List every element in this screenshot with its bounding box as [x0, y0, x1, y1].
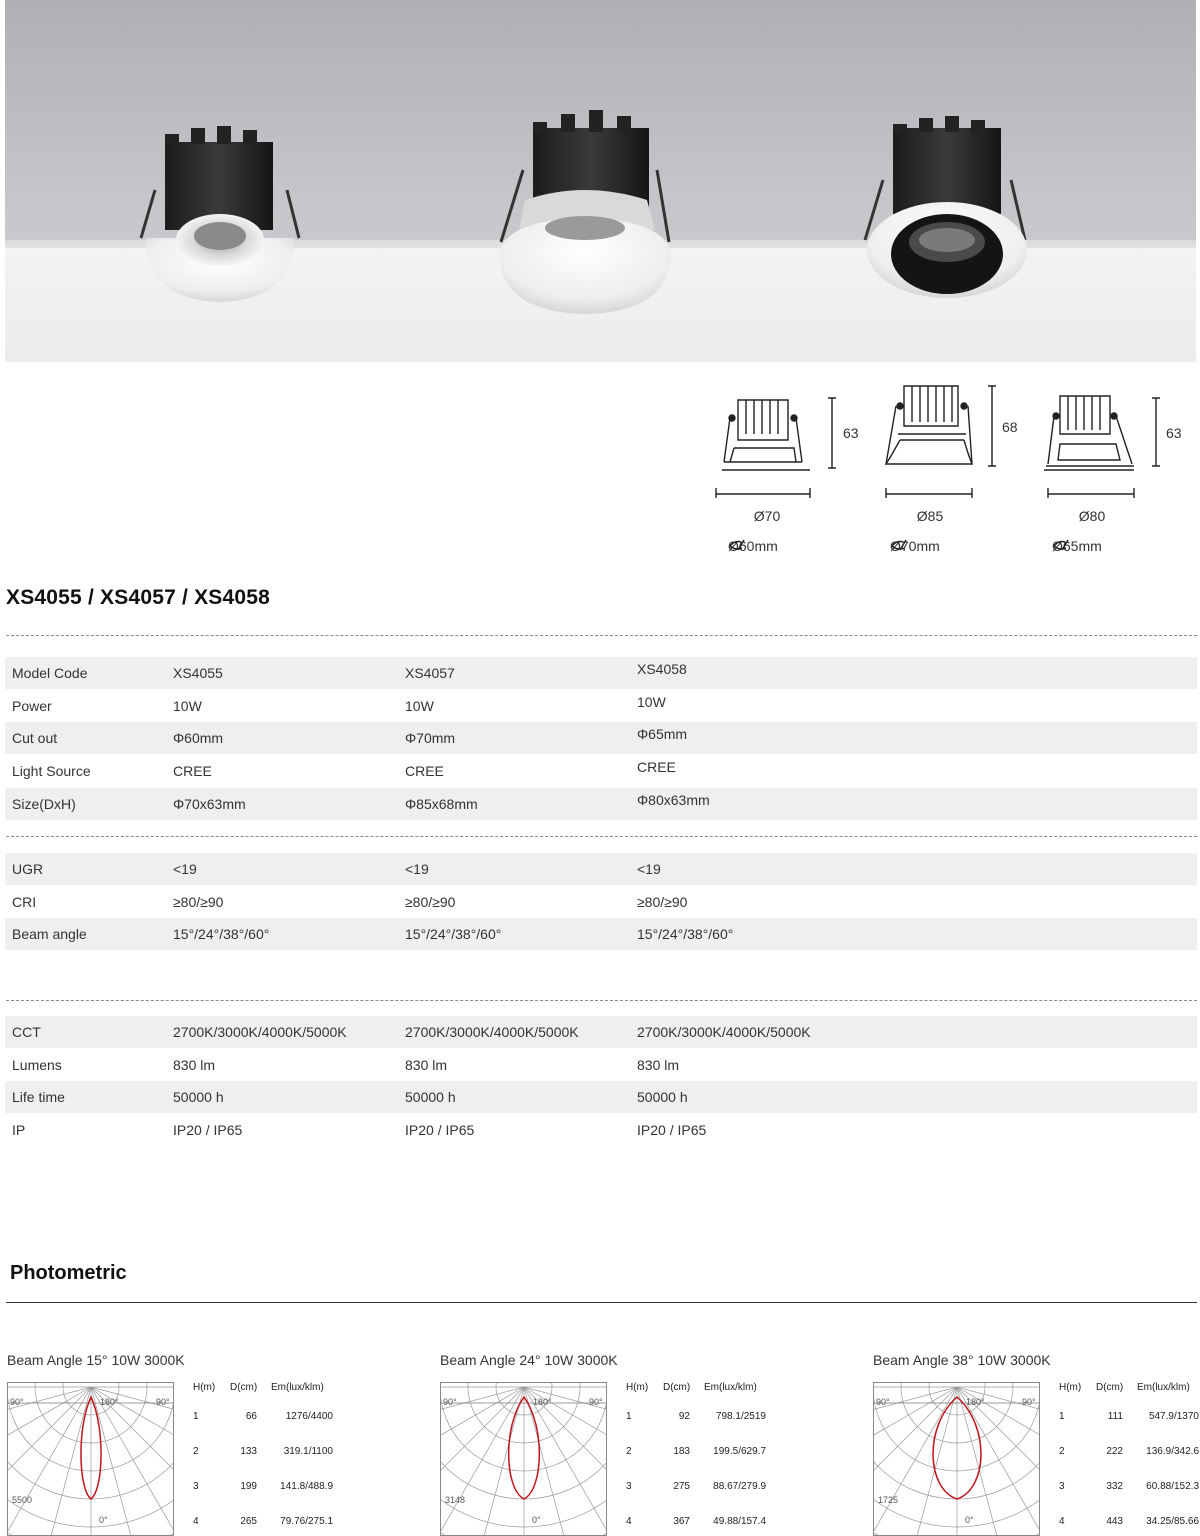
beam-title: Beam Angle 24° 10W 3000K [440, 1352, 618, 1368]
spec-value: Φ60mm [173, 730, 224, 747]
table-cell-height: 4 [626, 1516, 632, 1527]
spec-row [5, 690, 1197, 722]
spec-value: XS4058 [637, 661, 687, 677]
table-cell-diameter: 443 [1106, 1516, 1123, 1527]
spec-value: Φ85x68mm [405, 795, 478, 812]
grid-spoke [8, 1387, 91, 1536]
table-header: Em(lux/klm) [1137, 1382, 1190, 1393]
table-header: H(m) [1059, 1382, 1082, 1393]
divider [6, 635, 1197, 636]
cutout-icon [890, 538, 910, 552]
polar-label-bottom: 0° [965, 1515, 974, 1525]
profile-drawing [710, 378, 860, 498]
beam-panel [7, 1350, 337, 1536]
grid-spoke [874, 1387, 957, 1536]
polar-label-right: 90° [1022, 1397, 1036, 1407]
polar-diagram [873, 1382, 1040, 1536]
table-cell-illuminance: 136.9/342.6 [1146, 1446, 1199, 1457]
spec-value: IP20 / IP65 [173, 1122, 243, 1139]
polar-scale-label: 3148 [445, 1495, 466, 1505]
table-cell-diameter: 133 [240, 1446, 257, 1457]
height-label: 63 [843, 425, 859, 441]
polar-label-left: 90° [10, 1397, 24, 1407]
downlight-illustrations [5, 0, 1196, 362]
table-header: H(m) [626, 1382, 649, 1393]
height-label: 63 [1166, 425, 1182, 441]
table-cell-illuminance: 88.67/279.9 [713, 1481, 766, 1492]
table-cell-diameter: 367 [673, 1516, 690, 1527]
polar-label-top: 180° [533, 1397, 552, 1407]
photometric-heading: Photometric [10, 1262, 127, 1284]
spec-value: Φ80x63mm [637, 791, 710, 808]
spec-row [5, 886, 1197, 918]
product-photo [5, 0, 1196, 362]
spec-row [5, 722, 1197, 754]
spec-value: ≥80/≥90 [173, 893, 224, 910]
grid-spoke [441, 1387, 524, 1536]
grid-spoke [895, 1387, 957, 1536]
spec-value: 50000 h [405, 1089, 456, 1106]
polar-grid [874, 1383, 1040, 1536]
table-cell-height: 1 [1059, 1411, 1065, 1422]
polar-scale-label: 5500 [12, 1495, 33, 1505]
spec-label: Life time [12, 1089, 65, 1106]
table-cell-diameter: 275 [673, 1481, 690, 1492]
table-cell-diameter: 183 [673, 1446, 690, 1457]
spec-label: Model Code [12, 665, 88, 681]
table-cell-height: 3 [1059, 1481, 1065, 1492]
spec-label: Cut out [12, 730, 58, 747]
spec-label: Light Source [12, 763, 91, 780]
spec-value: IP20 / IP65 [637, 1122, 707, 1139]
table-cell-height: 1 [626, 1411, 632, 1422]
photometric-rule [6, 1302, 1197, 1303]
table-cell-height: 2 [1059, 1446, 1065, 1457]
table-cell-illuminance: 49.88/157.4 [713, 1516, 766, 1527]
spec-label: Beam angle [12, 926, 87, 943]
spec-value: CREE [173, 763, 212, 780]
table-cell-height: 2 [626, 1446, 632, 1457]
spec-value: 2700K/3000K/4000K/5000K [405, 1024, 579, 1040]
spec-value: <19 [405, 861, 429, 877]
spec-row [5, 853, 1197, 885]
spec-value: 15°/24°/38°/60° [173, 926, 270, 943]
profile-drawing [880, 378, 1030, 498]
spec-value: XS4055 [173, 665, 223, 681]
product-title: XS4055 / XS4057 / XS4058 [6, 586, 270, 609]
table-cell-height: 4 [1059, 1516, 1065, 1527]
spec-value: 15°/24°/38°/60° [637, 926, 734, 943]
table-cell-illuminance: 60.88/152.3 [1146, 1481, 1199, 1492]
table-cell-illuminance: 199.5/629.7 [713, 1446, 766, 1457]
spec-value: 2700K/3000K/4000K/5000K [637, 1024, 811, 1040]
table-cell-diameter: 222 [1106, 1446, 1123, 1457]
polar-grid [8, 1383, 174, 1536]
spec-label: IP [12, 1122, 26, 1139]
table-header: D(cm) [230, 1382, 258, 1393]
spec-row [5, 755, 1197, 787]
downlight-xs4058 [865, 116, 1027, 298]
spec-value: CREE [405, 763, 444, 780]
dimension-xs4058 [1042, 378, 1200, 568]
spec-value: 50000 h [637, 1089, 688, 1106]
dimension-xs4057 [880, 378, 1040, 568]
cutout-value: Ø65mm [1052, 538, 1102, 554]
grid-spoke [8, 1387, 91, 1536]
grid-spoke [957, 1387, 1040, 1536]
dimension-drawings [700, 378, 1200, 568]
grid-spoke [524, 1387, 607, 1536]
polar-diagram [440, 1382, 607, 1536]
table-cell-illuminance: 547.9/1370 [1148, 1411, 1199, 1422]
polar-label-left: 90° [876, 1397, 890, 1407]
spec-value: ≥80/≥90 [637, 893, 688, 910]
cutout-label [1052, 538, 1102, 554]
diameter-label: Ø85 [916, 508, 944, 524]
polar-grid [441, 1383, 607, 1536]
cutout-value: Ø60mm [728, 538, 778, 554]
polar-label-bottom: 0° [99, 1515, 108, 1525]
spec-value: ≥80/≥90 [405, 893, 456, 910]
polar-label-left: 90° [443, 1397, 457, 1407]
table-header: Em(lux/klm) [704, 1382, 757, 1393]
divider [6, 836, 1197, 837]
cutout-value: Ø70mm [890, 538, 940, 554]
downlight-xs4057 [499, 110, 671, 314]
table-cell-diameter: 66 [245, 1411, 257, 1422]
spec-value: <19 [637, 861, 661, 877]
polar-label-top: 180° [966, 1397, 985, 1407]
table-header: D(cm) [663, 1382, 691, 1393]
table-cell-diameter: 199 [240, 1481, 257, 1492]
cutout-label [728, 538, 778, 554]
table-cell-diameter: 92 [678, 1411, 690, 1422]
spec-value: <19 [173, 861, 197, 877]
table-cell-height: 3 [193, 1481, 199, 1492]
diameter-label: Ø70 [753, 508, 781, 524]
beam-panel [873, 1350, 1200, 1536]
spec-label: UGR [12, 861, 44, 877]
spec-value: 830 lm [173, 1056, 216, 1073]
table-cell-illuminance: 34.25/85.66 [1146, 1516, 1199, 1527]
table-cell-diameter: 265 [240, 1516, 257, 1527]
spec-value: CREE [637, 759, 676, 776]
polar-label-right: 90° [156, 1397, 170, 1407]
table-cell-illuminance: 141.8/488.9 [280, 1481, 333, 1492]
cutout-icon [1052, 538, 1072, 552]
polar-label-right: 90° [589, 1397, 603, 1407]
spec-value: Φ70x63mm [173, 795, 246, 812]
spec-row [5, 657, 1197, 689]
grid-spoke [957, 1387, 1019, 1536]
height-label: 68 [1002, 419, 1018, 435]
grid-spoke [441, 1387, 524, 1536]
table-header: Em(lux/klm) [271, 1382, 324, 1393]
spec-value: Φ70mm [405, 730, 456, 747]
spec-value: XS4057 [405, 665, 455, 681]
spec-value: 830 lm [637, 1056, 680, 1073]
spec-value: 10W [637, 693, 666, 710]
spec-value: 15°/24°/38°/60° [405, 926, 502, 943]
beam-title: Beam Angle 15° 10W 3000K [7, 1352, 185, 1368]
spec-row [5, 1049, 1197, 1081]
grid-spoke [91, 1387, 174, 1536]
spec-value: 10W [405, 697, 434, 714]
spec-value: 50000 h [173, 1089, 224, 1106]
beam-panel [440, 1350, 770, 1536]
spec-value: 830 lm [405, 1056, 448, 1073]
table-cell-illuminance: 79.76/275.1 [280, 1516, 333, 1527]
beam-title: Beam Angle 38° 10W 3000K [873, 1352, 1051, 1368]
table-cell-illuminance: 1276/4400 [285, 1411, 333, 1422]
diameter-label: Ø80 [1078, 508, 1106, 524]
table-header: H(m) [193, 1382, 216, 1393]
table-cell-height: 1 [193, 1411, 199, 1422]
spec-value: Φ65mm [637, 726, 688, 743]
spec-row [5, 788, 1197, 820]
table-cell-height: 3 [626, 1481, 632, 1492]
spec-label: CCT [12, 1024, 41, 1040]
spec-value: 2700K/3000K/4000K/5000K [173, 1024, 347, 1040]
table-cell-diameter: 332 [1106, 1481, 1123, 1492]
table-cell-height: 2 [193, 1446, 199, 1457]
spec-value: 10W [173, 697, 202, 714]
spec-row [5, 1114, 1197, 1146]
table-cell-illuminance: 798.1/2519 [715, 1411, 766, 1422]
spec-label: Power [12, 697, 52, 714]
spec-row [5, 1081, 1197, 1113]
polar-diagram [7, 1382, 174, 1536]
polar-scale-label: 1725 [878, 1495, 899, 1505]
table-header: D(cm) [1096, 1382, 1124, 1393]
grid-spoke [91, 1387, 174, 1536]
cutout-icon [728, 538, 748, 552]
polar-label-bottom: 0° [532, 1515, 541, 1525]
table-cell-height: 4 [193, 1516, 199, 1527]
grid-spoke [462, 1387, 524, 1536]
grid-spoke [957, 1387, 1040, 1536]
table-cell-illuminance: 319.1/1100 [283, 1446, 333, 1457]
divider [6, 1000, 1197, 1001]
grid-spoke [524, 1387, 607, 1536]
spec-label: CRI [12, 893, 37, 910]
polar-label-top: 180° [100, 1397, 119, 1407]
table-cell-diameter: 111 [1107, 1411, 1123, 1422]
grid-spoke [524, 1387, 586, 1536]
spec-label: Lumens [12, 1056, 62, 1073]
cutout-label [890, 538, 940, 554]
downlight-xs4055 [141, 126, 299, 302]
spec-row [5, 918, 1197, 950]
spec-row [5, 1016, 1197, 1048]
grid-spoke [874, 1387, 957, 1536]
spec-label: Size(DxH) [12, 795, 76, 812]
spec-value: IP20 / IP65 [405, 1122, 475, 1139]
dimension-xs4055 [710, 378, 870, 568]
